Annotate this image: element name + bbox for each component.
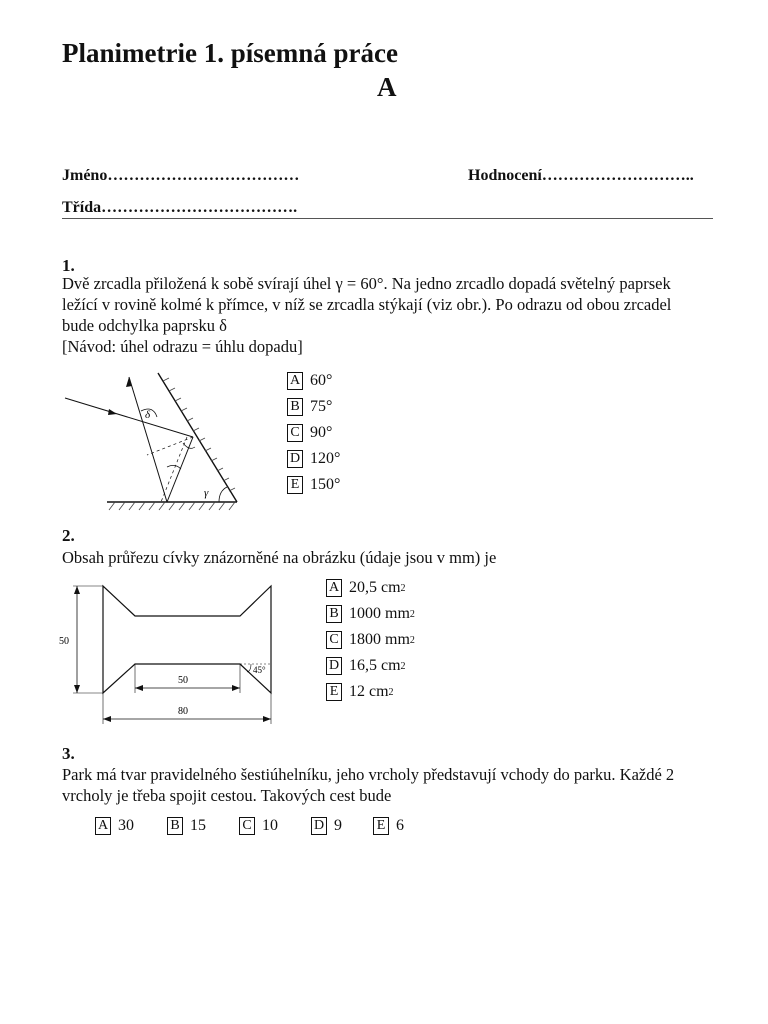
question-2-number: 2.: [62, 526, 75, 545]
q2-option-e[interactable]: E 12 cm 2: [326, 679, 415, 705]
ray-arrow-head-out: [126, 377, 132, 387]
question-1-number: 1.: [62, 256, 75, 275]
inclined-mirror: [158, 373, 237, 502]
ray-arrow-head-in: [108, 409, 117, 415]
reflected-ray: [167, 437, 193, 502]
gamma-arc: [219, 487, 227, 502]
q3-option-e[interactable]: E 6: [373, 817, 433, 835]
option-box: B: [167, 817, 183, 835]
question-2-options: [326, 575, 415, 705]
q3-option-d[interactable]: D 9: [311, 817, 373, 835]
normal-line: [161, 437, 187, 502]
page-title: Planimetrie 1. písemná práce: [62, 38, 398, 68]
option-box: A: [95, 817, 111, 835]
option-box: B: [326, 605, 342, 623]
question-1-text: [62, 273, 722, 357]
delta-label: δ: [145, 409, 151, 421]
q2-option-b[interactable]: B 1000 mm 2: [326, 601, 415, 627]
grade-field: Hodnocení………………………..: [468, 167, 694, 184]
spool-cross-section-figure: [55, 578, 285, 724]
option-box: E: [287, 476, 303, 494]
option-box: C: [287, 424, 303, 442]
question-3-options: [95, 817, 433, 835]
question-3-line-2: vrcholy je třeba spojit cestou. Takových cest bude: [62, 786, 392, 805]
gamma-label: γ: [204, 487, 209, 499]
option-box: C: [239, 817, 255, 835]
option-box: A: [326, 579, 342, 597]
outgoing-ray: [129, 377, 167, 502]
angle-label: 45°: [253, 665, 266, 675]
inclined-hatching: [163, 378, 235, 491]
question-1-hint: [Návod: úhel odrazu = úhlu dopadu]: [62, 337, 303, 356]
header-divider: [62, 218, 713, 219]
question-2-text: Obsah průřezu cívky znázorněné na obrázku (údaje jsou v mm) je: [62, 548, 497, 567]
option-box: D: [311, 817, 327, 835]
q1-option-d[interactable]: D 120°: [287, 446, 340, 472]
name-field: Jméno………………………………: [62, 167, 300, 184]
height-label: 50: [59, 636, 69, 647]
question-1-options: [287, 368, 340, 498]
incoming-ray: [65, 398, 193, 437]
q1-option-a[interactable]: A 60°: [287, 368, 340, 394]
question-1-line-2: ležící v rovině kolmé k přímce, v níž se zrcadla stýkají (viz obr.). Po odrazu od obou zrcadel: [62, 295, 672, 314]
variant-label: A: [377, 72, 397, 102]
option-box: A: [287, 372, 303, 390]
q1-option-e[interactable]: E 150°: [287, 472, 340, 498]
q1-option-c[interactable]: C 90°: [287, 420, 340, 446]
q2-option-c[interactable]: C 1800 mm 2: [326, 627, 415, 653]
floor-hatching: [109, 502, 235, 510]
question-3-line-1: Park má tvar pravidelného šestiúhelníku, jeho vrcholy představují vchody do parku. Každé 2: [62, 765, 675, 784]
q3-option-c[interactable]: C 10: [239, 817, 311, 835]
mirror-reflection-figure: [55, 365, 255, 515]
inner-width-label: 50: [178, 675, 188, 686]
option-box: C: [326, 631, 342, 649]
option-box: D: [326, 657, 342, 675]
option-box: D: [287, 450, 303, 468]
q2-option-d[interactable]: D 16,5 cm 2: [326, 653, 415, 679]
question-3-number: 3.: [62, 744, 75, 763]
option-box: E: [373, 817, 389, 835]
option-box: E: [326, 683, 342, 701]
class-field: Třída……………………………….: [62, 199, 298, 216]
angle-arc-inner: [167, 465, 181, 469]
q3-option-a[interactable]: A 30: [95, 817, 167, 835]
question-1-line-1: Dvě zrcadla přiložená k sobě svírají úhel γ = 60°. Na jedno zrcadlo dopadá světelný paprsek: [62, 274, 671, 293]
option-box: B: [287, 398, 303, 416]
q1-option-b[interactable]: B 75°: [287, 394, 340, 420]
question-1-line-3: bude odchylka paprsku δ: [62, 316, 227, 335]
q3-option-b[interactable]: B 15: [167, 817, 239, 835]
outer-width-label: 80: [178, 706, 188, 717]
question-3-text: [62, 764, 722, 806]
q2-option-a[interactable]: A 20,5 cm 2: [326, 575, 415, 601]
